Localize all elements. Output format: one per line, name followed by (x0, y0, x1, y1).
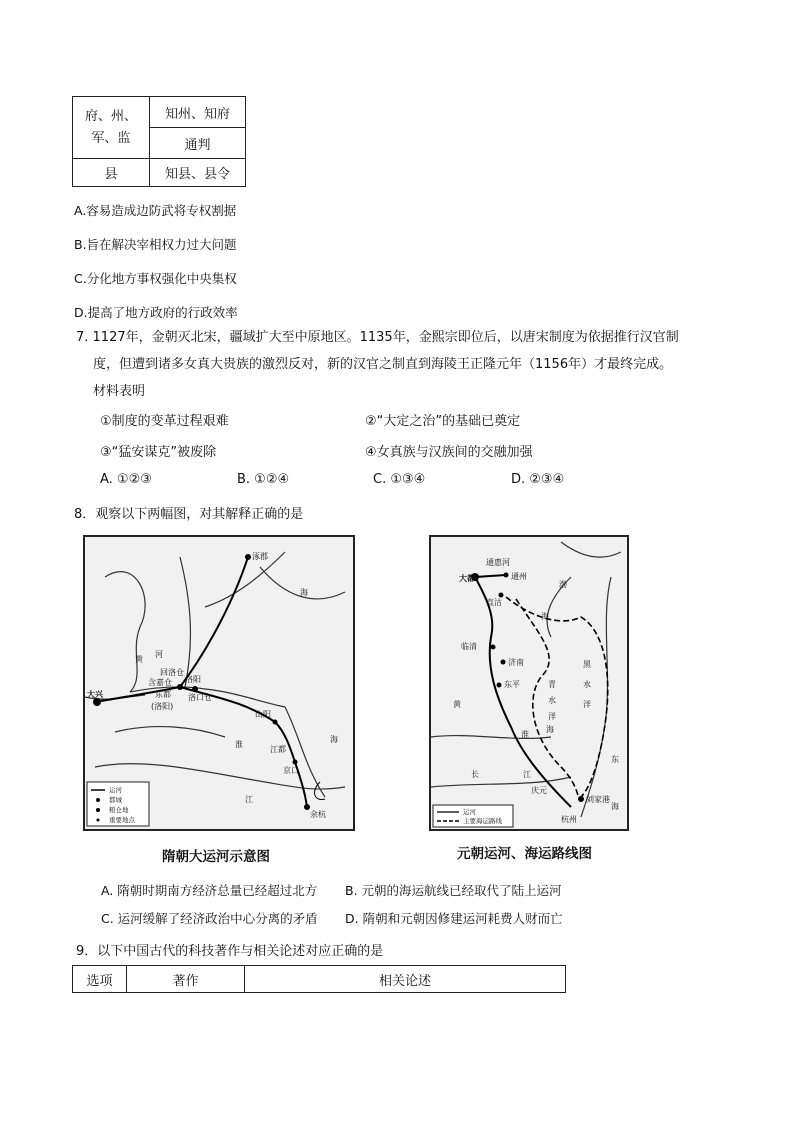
map1-legend-item: 粮仓地 (109, 806, 129, 814)
map2-label: 海 (611, 802, 619, 811)
table-cell-county: 县 (73, 159, 150, 187)
map2-label: 通惠河 (486, 558, 510, 567)
q9-header-statement: 相关论述 (245, 966, 566, 993)
q7-choice-b: B. ①②④ (237, 472, 290, 487)
q7-stem-line1: 7. 1127年，金朝灭北宋，疆域扩大至中原地区。1135年，金熙宗即位后，以唐宋制度为依据推行汉官制 (76, 330, 679, 345)
map2-label: 临清 (461, 642, 477, 651)
map2-label: 大都 (459, 574, 475, 583)
yuan-canal-map (429, 535, 629, 831)
map1-legend-item: 重要地点 (109, 816, 135, 824)
map2-label: 黑 (583, 660, 591, 669)
q9-header-option: 选项 (73, 966, 127, 993)
q7-item-3: ③“猛安谋克”被废除 (100, 445, 217, 460)
map1-label: 淮 (235, 740, 243, 749)
q7-item-1: ①制度的变革过程艰难 (100, 414, 229, 429)
map2-label: 淮 (521, 730, 529, 739)
map1-label: 海 (330, 735, 338, 744)
map1-legend-item: 都城 (109, 796, 122, 804)
q8-stem: 8．观察以下两幅图，对其解释正确的是 (74, 507, 304, 522)
map1-label: (洛阳) (151, 702, 174, 711)
table-cell-magistrate: 知县、县令 (150, 159, 246, 187)
map2-label: 洋 (548, 712, 556, 721)
map2-legend-item: 运河 (463, 808, 476, 816)
q7-item-2: ②“大定之治”的基础已奠定 (365, 414, 521, 429)
office-table (72, 96, 246, 187)
map2-label: 刘家港 (586, 795, 610, 804)
q9-stem: 9．以下中国古代的科技著作与相关论述对应正确的是 (76, 944, 384, 959)
sui-canal-map (83, 535, 355, 831)
table-cell-prefect: 知州、知府 (150, 97, 246, 128)
map2-label: 济南 (508, 658, 524, 667)
q7-stem-line2: 度，但遭到诸多女真大贵族的激烈反对，新的汉官之制直到海陵王正隆元年（1156年）才最终完成。 (93, 357, 673, 372)
q8-option-d: D. 隋朝和元朝因修建运河耗费人财而亡 (345, 911, 563, 926)
q6-option-c: C.分化地方事权强化中央集权 (74, 271, 237, 286)
map2-label: 直沽 (486, 598, 502, 607)
map2-legend-item: 主要海运路线 (463, 817, 502, 825)
map1-legend-item: 运河 (109, 786, 122, 794)
map2-label: 渤 (559, 580, 567, 589)
q6-option-b: B.旨在解决宰相权力过大问题 (74, 237, 237, 252)
map2-label: 海 (541, 612, 549, 621)
map1-caption: 隋朝大运河示意图 (162, 849, 270, 865)
map1-label: 涿郡 (252, 552, 268, 561)
map1-label: 江 (245, 795, 253, 804)
map2-label: 水 (548, 696, 556, 705)
q7-item-4: ④女真族与汉族间的交融加强 (365, 445, 533, 460)
table-cell-prefecture: 府、州、军、监 (73, 97, 150, 159)
q8-option-a: A. 隋朝时期南方经济总量已经超过北方 (101, 883, 318, 898)
q7-choice-a: A. ①②③ (100, 472, 152, 487)
map2-caption: 元朝运河、海运路线图 (457, 846, 592, 862)
map1-label: 京口 (283, 766, 299, 775)
q7-stem-line3: 材料表明 (93, 384, 146, 399)
q7-choice-d: D. ②③④ (511, 472, 565, 487)
map2-label: 东 (611, 755, 619, 764)
map2-label: 水 (583, 680, 591, 689)
q9-header-work: 著作 (127, 966, 245, 993)
map2-label: 杭州 (561, 815, 577, 824)
map1-label: 回洛仓 (160, 668, 184, 677)
map1-label: 江都 (270, 745, 286, 754)
map1-label: 洛口仓 (188, 693, 212, 702)
map2-label: 东平 (504, 680, 520, 689)
map1-label: 山阳 (255, 710, 271, 719)
map2-label: 江 (523, 770, 531, 779)
map1-label: 大兴 (87, 690, 103, 699)
table-cell-tongpan: 通判 (150, 128, 246, 159)
map1-label: 余杭 (310, 810, 326, 819)
map2-label: 海 (546, 725, 554, 734)
map2-label: 黄 (453, 700, 461, 709)
map1-label: 含嘉仓 (148, 678, 172, 687)
map2-label: 长 (471, 770, 479, 779)
q6-option-d: D.提高了地方政府的行政效率 (74, 305, 238, 320)
q6-option-a: A.容易造成边防武将专权割据 (74, 203, 237, 218)
map2-label: 通州 (511, 572, 527, 581)
map1-label: 洛阳 (185, 675, 201, 684)
map1-label: 黄 (135, 655, 143, 664)
map1-label: 河 (155, 650, 163, 659)
map2-label: 青 (548, 680, 556, 689)
q8-option-c: C. 运河缓解了经济政治中心分离的矛盾 (101, 911, 318, 926)
q8-option-b: B. 元朝的海运航线已经取代了陆上运河 (345, 883, 562, 898)
map1-label: 东都 (155, 690, 171, 699)
map1-label: 海 (300, 588, 308, 597)
map2-label: 庆元 (531, 786, 547, 795)
map2-label: 洋 (583, 700, 591, 709)
q7-choice-c: C. ①③④ (373, 472, 426, 487)
q9-table (72, 965, 566, 993)
